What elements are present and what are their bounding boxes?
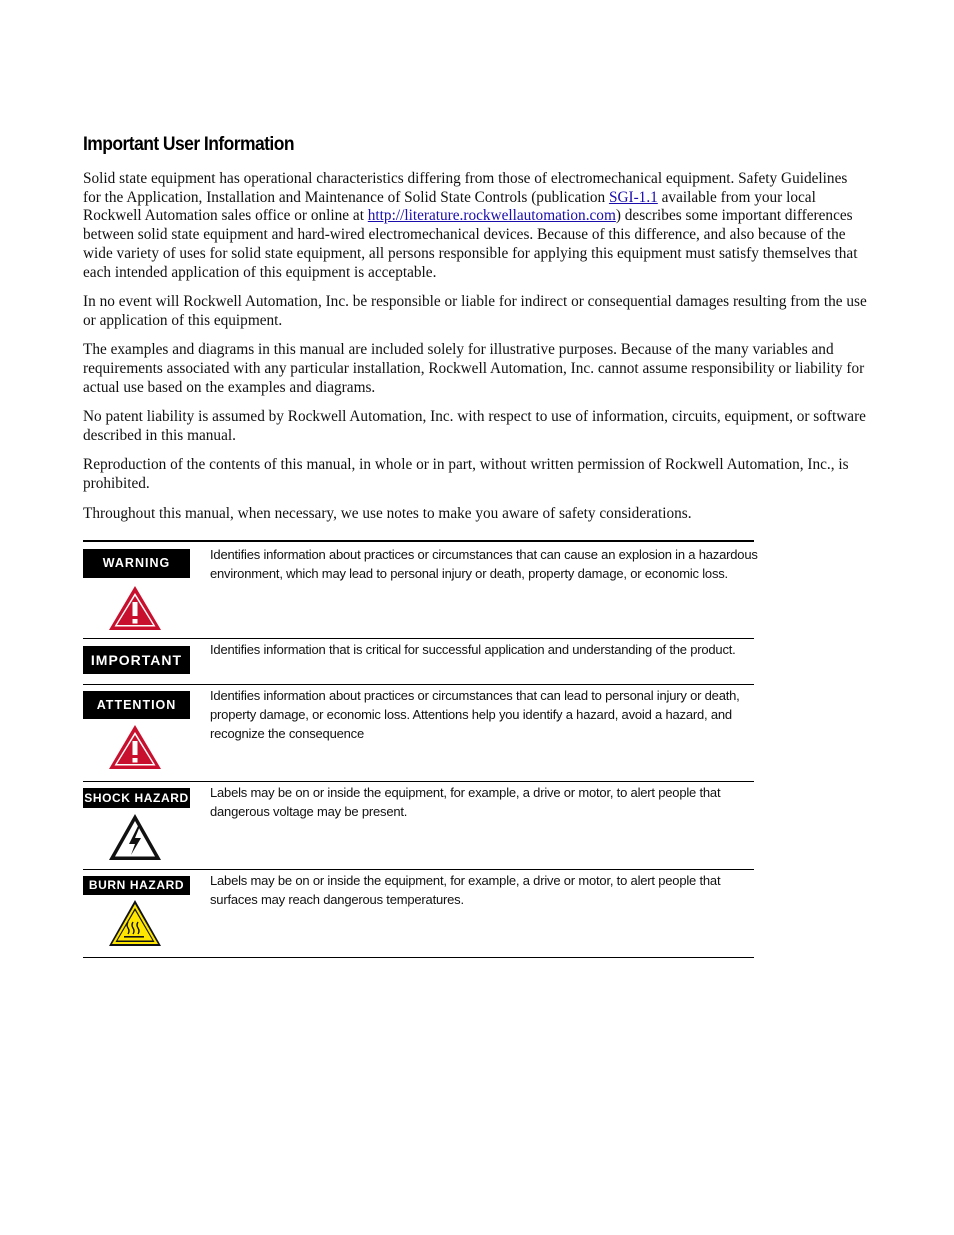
shock-hazard-description: Labels may be on or inside the equipment, for example, a drive or motor, to alert people that dangerous voltage may be present. (210, 785, 721, 819)
burn-hazard-label: BURN HAZARD (83, 876, 190, 895)
paragraph-safety-notes: Throughout this manual, when necessary, we use notes to make you aware of safety considerations. (83, 504, 692, 522)
literature-website-link[interactable]: http://literature.rockwellautomation.com (367, 207, 616, 225)
burn-hazard-description: Labels may be on or inside the equipment, for example, a drive or motor, to alert people that surfaces may reach dangerous temperatures. (210, 873, 721, 907)
paragraph-solid-state: Solid state equipment has operational characteristics differing from those of electromechanical equipment. Safety Guidelines for the Application, Installation and Maintenance of Solid State Controls (publication SGI-1.1 available from your local Rockwell Automation sales office or online at http://literature.rockwellautomation.com) describes some important differences between solid state equipment and hard-wired electromechanical devices. Because of this difference, and also because of the wide variety of uses for solid state equipment, all persons responsible for applying this equipment must satisfy themselves that each intended application of this equipment is acceptable. (83, 170, 858, 281)
paragraph-reproduction: Reproduction of the contents of this manual, in whole or in part, without written permission of Rockwell Automation, Inc., is prohibited. (83, 456, 849, 493)
paragraph-examples: The examples and diagrams in this manual are included solely for illustrative purposes. Because of the many variables and requirements associated with any particular installation, Rockwell Automation, Inc. cannot assume responsibility or liability for actual use based on the examples and diagrams. (83, 341, 865, 396)
warning-note (83, 542, 758, 639)
attention-description: Identifies information about practices or circumstances that can lead to personal injury or death, property damage, or economic loss. Attentions help you identify a hazard, avoid a hazard, and recognize the consequence (210, 688, 740, 741)
attention-note (83, 685, 754, 782)
important-note (83, 639, 754, 685)
body-text (83, 170, 868, 534)
shock-hazard-note (83, 782, 754, 870)
safety-notes-table (83, 540, 758, 958)
important-label: IMPORTANT (83, 646, 190, 674)
warning-triangle-icon (107, 584, 163, 632)
sgi-publication-link[interactable]: SGI-1.1 (608, 188, 658, 206)
warning-label: WARNING (83, 549, 190, 578)
lightning-bolt-icon (107, 812, 163, 862)
important-description: Identifies information that is critical for successful application and understanding of the product. (210, 642, 736, 657)
warning-description: Identifies information about practices or circumstances that can cause an explosion in a hazardous environment, which may lead to personal injury or death, property damage, or economic loss. (210, 547, 758, 581)
paragraph-patent: No patent liability is assumed by Rockwell Automation, Inc. with respect to use of information, circuits, equipment, or software described in this manual. (83, 408, 866, 444)
shock-hazard-label: SHOCK HAZARD (83, 788, 190, 808)
paragraph-liability: In no event will Rockwell Automation, Inc. be responsible or liable for indirect or consequential damages resulting from the use or application of this equipment. (83, 293, 867, 329)
warning-triangle-icon (107, 723, 163, 771)
attention-label: ATTENTION (83, 691, 190, 719)
burn-hazard-note (83, 870, 754, 958)
hot-surface-icon (107, 898, 163, 948)
page-title: Important User Information (83, 134, 294, 155)
